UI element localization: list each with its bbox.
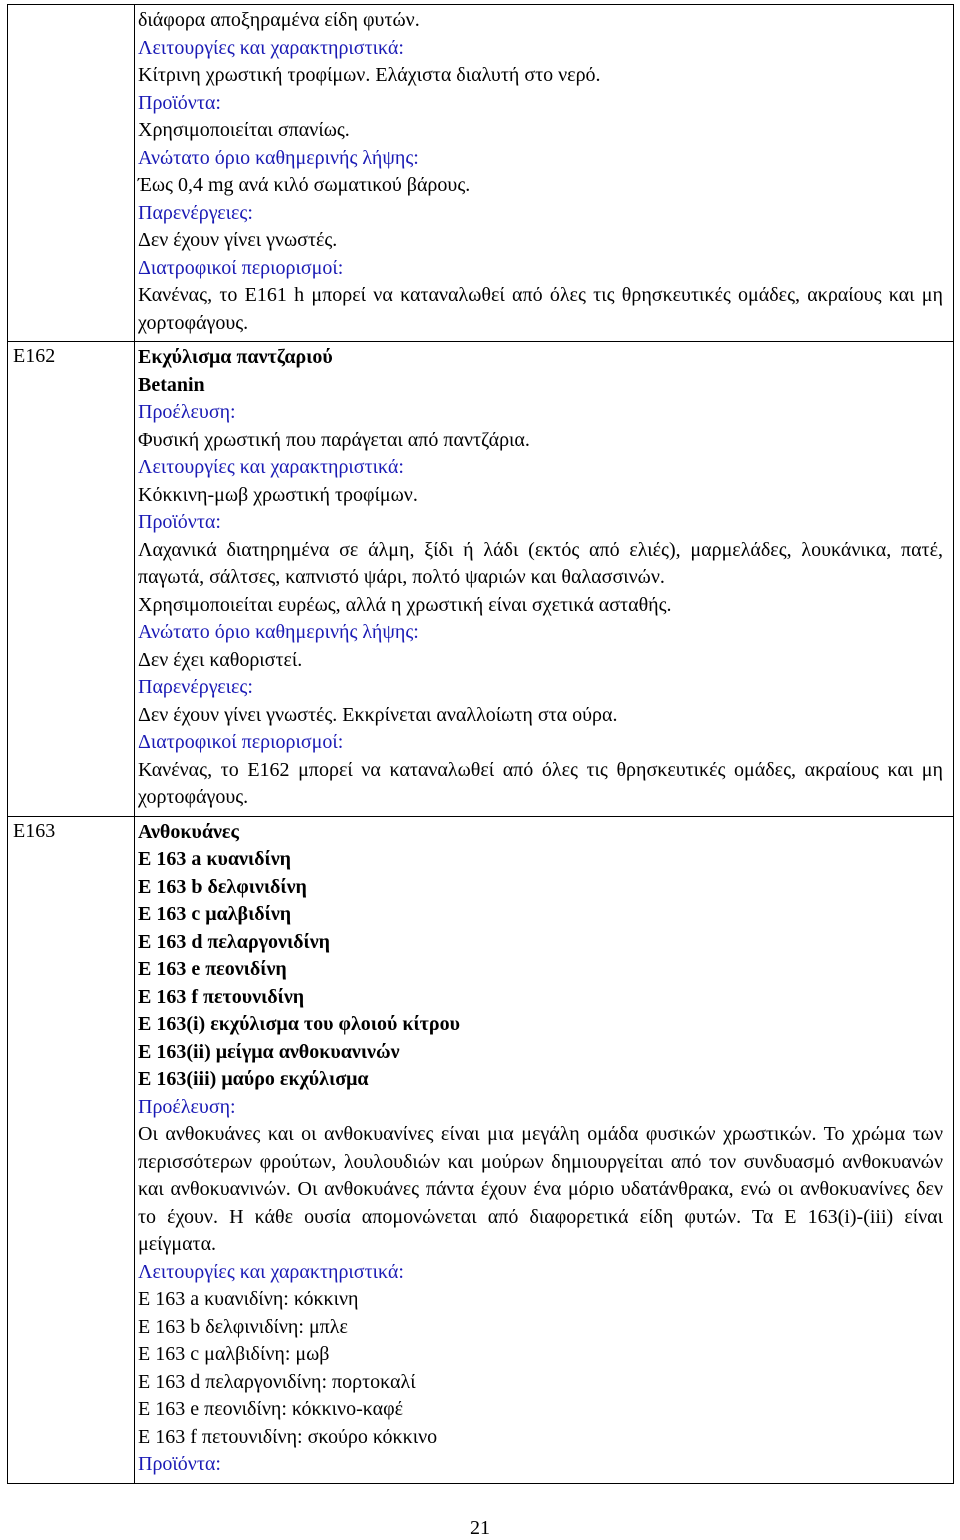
additives-table <box>7 4 954 1484</box>
table-row <box>8 816 954 1483</box>
additive-title: Betanin <box>138 373 205 396</box>
text-line: Χρησιμοποιείται ευρέως, αλλά η χρωστική είναι σχετικά ασταθής. <box>138 593 672 616</box>
additive-description-cell <box>135 816 954 1483</box>
text-line: Ε 163 c μαλβιδίνη: μωβ <box>138 1343 330 1365</box>
additive-code-cell <box>8 342 135 817</box>
text-line: Ε 163 d πελαργονιδίνη: πορτοκαλί <box>138 1370 416 1393</box>
text-line: Ε 163 b δελφινιδίνη: μπλε <box>138 1315 348 1338</box>
additive-title: Ε 163 d πελαργονιδίνη <box>138 930 331 953</box>
additive-title: Ε 163(i) εκχύλισμα του φλοιού κίτρου <box>138 1013 460 1035</box>
additive-code: Ε163 <box>13 819 56 842</box>
section-heading: Λειτουργίες και χαρακτηριστικά: <box>138 456 404 478</box>
additive-title: Ε 163 c μαλβιδίνη <box>138 903 292 925</box>
additive-title: Ε 163 e πεονιδίνη <box>138 958 287 980</box>
additive-description-cell <box>135 342 954 817</box>
text-line: διάφορα αποξηραμένα είδη φυτών. <box>138 9 420 31</box>
table-body <box>8 5 954 1484</box>
additive-title: Ε 163(ii) μείγμα ανθοκυανινών <box>138 1040 400 1063</box>
table-row <box>8 342 954 817</box>
text-line: Κόκκινη-μωβ χρωστική τροφίμων. <box>138 483 418 506</box>
text-line: Δεν έχει καθοριστεί. <box>138 648 303 671</box>
paragraph: Κανένας, το Ε162 μπορεί να καταναλωθεί από όλες τις θρησκευτικές ομάδες, ακραίους και μη χορτοφάγους. <box>138 758 943 808</box>
additive-description-cell <box>135 5 954 342</box>
additive-title: Εκχύλισμα παντζαριού <box>138 346 333 368</box>
additive-title: Ε 163 b δελφινιδίνη <box>138 875 307 898</box>
section-heading: Προϊόντα: <box>138 1453 221 1475</box>
text-line: Δεν έχουν γίνει γνωστές. Εκκρίνεται αναλλοίωτη στα ούρα. <box>138 703 618 726</box>
section-heading: Προϊόντα: <box>138 91 221 114</box>
section-heading: Λειτουργίες και χαρακτηριστικά: <box>138 36 404 59</box>
additive-title: Ε 163 f πετουνιδίνη <box>138 985 305 1008</box>
text-line: Ε 163 a κυανιδίνη: κόκκινη <box>138 1288 359 1310</box>
section-heading: Ανώτατο όριο καθημερινής λήψης: <box>138 621 419 643</box>
additive-title: Ε 163 a κυανιδίνη <box>138 848 291 870</box>
section-heading: Προέλευση: <box>138 1095 236 1118</box>
section-heading: Προέλευση: <box>138 401 236 423</box>
page-number: 21 <box>470 1517 490 1539</box>
section-heading: Προϊόντα: <box>138 511 221 533</box>
section-heading: Παρενέργειες: <box>138 676 253 698</box>
section-heading: Παρενέργειες: <box>138 201 253 224</box>
text-line: Ε 163 e πεονιδίνη: κόκκινο-καφέ <box>138 1398 404 1420</box>
text-line: Κίτρινη χρωστική τροφίμων. Ελάχιστα διαλυτή στο νερό. <box>138 64 601 86</box>
paragraph: Οι ανθοκυάνες και οι ανθοκυανίνες είναι μια μεγάλη ομάδα φυσικών χρωστικών. Το χρώμα των περισσότερων φρούτων, λουλουδιών και μούρων δημιουργείται από τον συνδυασμό ανθοκυανών και ανθοκυανινών. Οι ανθοκυάνες πάντα έχουν ένα μόριο υδατάνθρακα, ενώ οι ανθοκυανίνες δεν το έχουν. Η κάθε ουσία απομονώνεται από διαφορετικά είδη φυτών. Τα Ε 163(i)-(iii) είναι μείγματα. <box>138 1123 943 1255</box>
text-line: Δεν έχουν γίνει γνωστές. <box>138 229 338 251</box>
table-row <box>8 5 954 342</box>
text-line: Χρησιμοποιείται σπανίως. <box>138 119 350 141</box>
section-heading: Λειτουργίες και χαρακτηριστικά: <box>138 1260 404 1283</box>
additive-code-cell <box>8 5 135 342</box>
section-heading: Διατροφικοί περιορισμοί: <box>138 256 344 279</box>
text-line: Ε 163 f πετουνιδίνη: σκούρο κόκκινο <box>138 1425 438 1448</box>
additive-code: Ε162 <box>13 345 56 367</box>
paragraph: Κανένας, το Ε161 h μπορεί να καταναλωθεί από όλες τις θρησκευτικές ομάδες, ακραίους και μη χορτοφάγους. <box>138 284 943 334</box>
additive-code-cell <box>8 816 135 1483</box>
paragraph: Λαχανικά διατηρημένα σε άλμη, ξίδι ή λάδι (εκτός από ελιές), μαρμελάδες, λουκάνικα, πατέ, παγωτά, σάλτσες, καπνιστό ψάρι, πολτό ψαριών και θαλασσινών. <box>138 538 943 588</box>
section-heading: Ανώτατο όριο καθημερινής λήψης: <box>138 146 419 169</box>
text-line: Φυσική χρωστική που παράγεται από παντζάρια. <box>138 428 530 451</box>
additive-title: Ε 163(iii) μαύρο εκχύλισμα <box>138 1068 369 1090</box>
section-heading: Διατροφικοί περιορισμοί: <box>138 731 344 753</box>
additive-title: Ανθοκυάνες <box>138 820 239 843</box>
text-line: Έως 0,4 mg ανά κιλό σωματικού βάρους. <box>138 174 471 196</box>
